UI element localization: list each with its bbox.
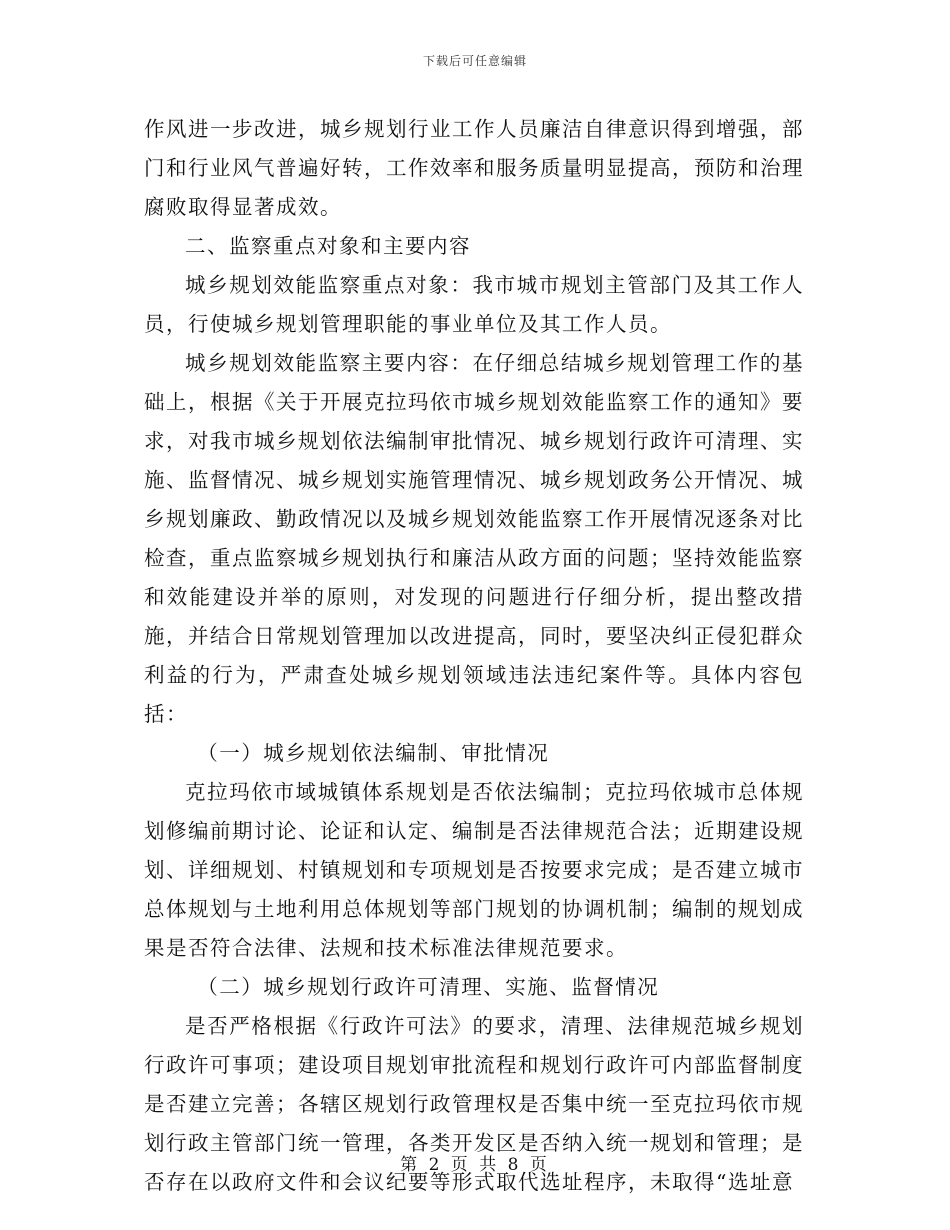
page-number: 第 2 页 共 8 页 bbox=[400, 1155, 550, 1175]
document-body bbox=[144, 110, 804, 1202]
paragraph-continuation: 作风进一步改进，城乡规划行业工作人员廉洁自律意识得到增强，部门和行业风气普遍好转，工作效率和服务质量明显提高，预防和治理腐败取得显著成效。 bbox=[144, 117, 804, 219]
subsection-heading: （二）城乡规划行政许可清理、实施、监督情况 bbox=[197, 975, 660, 999]
paragraph: 是否严格根据《行政许可法》的要求，清理、法律规范城乡规划行政许可事项；建设项目规划审批流程和规划行政许可内部监督制度是否建立完善；各辖区规划行政管理权是否集中统一至克拉玛依市规划行政主管部门统一管理，各类开发区是否纳入统一规划和管理；是否存在以政府文件和会议纪要等形式取代选址程序，未取得“选址意 bbox=[144, 1014, 804, 1194]
paragraph: 城乡规划效能监察重点对象：我市城市规划主管部门及其工作人员，行使城乡规划管理职能的事业单位及其工作人员。 bbox=[144, 273, 804, 336]
page-header: 下载后可任意编辑 bbox=[422, 54, 527, 68]
section-heading: 二、监察重点对象和主要内容 bbox=[185, 234, 471, 258]
paragraph: 城乡规划效能监察主要内容：在仔细总结城乡规划管理工作的基础上，根据《关于开展克拉玛依市城乡规划效能监察工作的通知》要求，对我市城乡规划依法编制审批情况、城乡规划行政许可清理、实施、监督情况、城乡规划实施管理情况、城乡规划政务公开情况、城乡规划廉政、勤政情况以及城乡规划效能监察工作开展情况逐条对比检查，重点监察城乡规划执行和廉洁从政方面的问题；坚持效能监察和效能建设并举的原则，对发现的问题进行仔细分析，提出整改措施，并结合日常规划管理加以改进提高，同时，要坚决纠正侵犯群众利益的行为，严肃查处城乡规划领域违法违纪案件等。具体内容包括： bbox=[144, 351, 804, 726]
subsection-heading: （一）城乡规划依法编制、审批情况 bbox=[197, 741, 550, 765]
paragraph: 克拉玛依市域城镇体系规划是否依法编制；克拉玛依城市总体规划修编前期讨论、论证和认定、编制是否法律规范合法；近期建设规划、详细规划、村镇规划和专项规划是否按要求完成；是否建立城市总体规划与土地利用总体规划等部门规划的协调机制；编制的规划成果是否符合法律、法规和技术标准法律规范要求。 bbox=[144, 780, 804, 960]
